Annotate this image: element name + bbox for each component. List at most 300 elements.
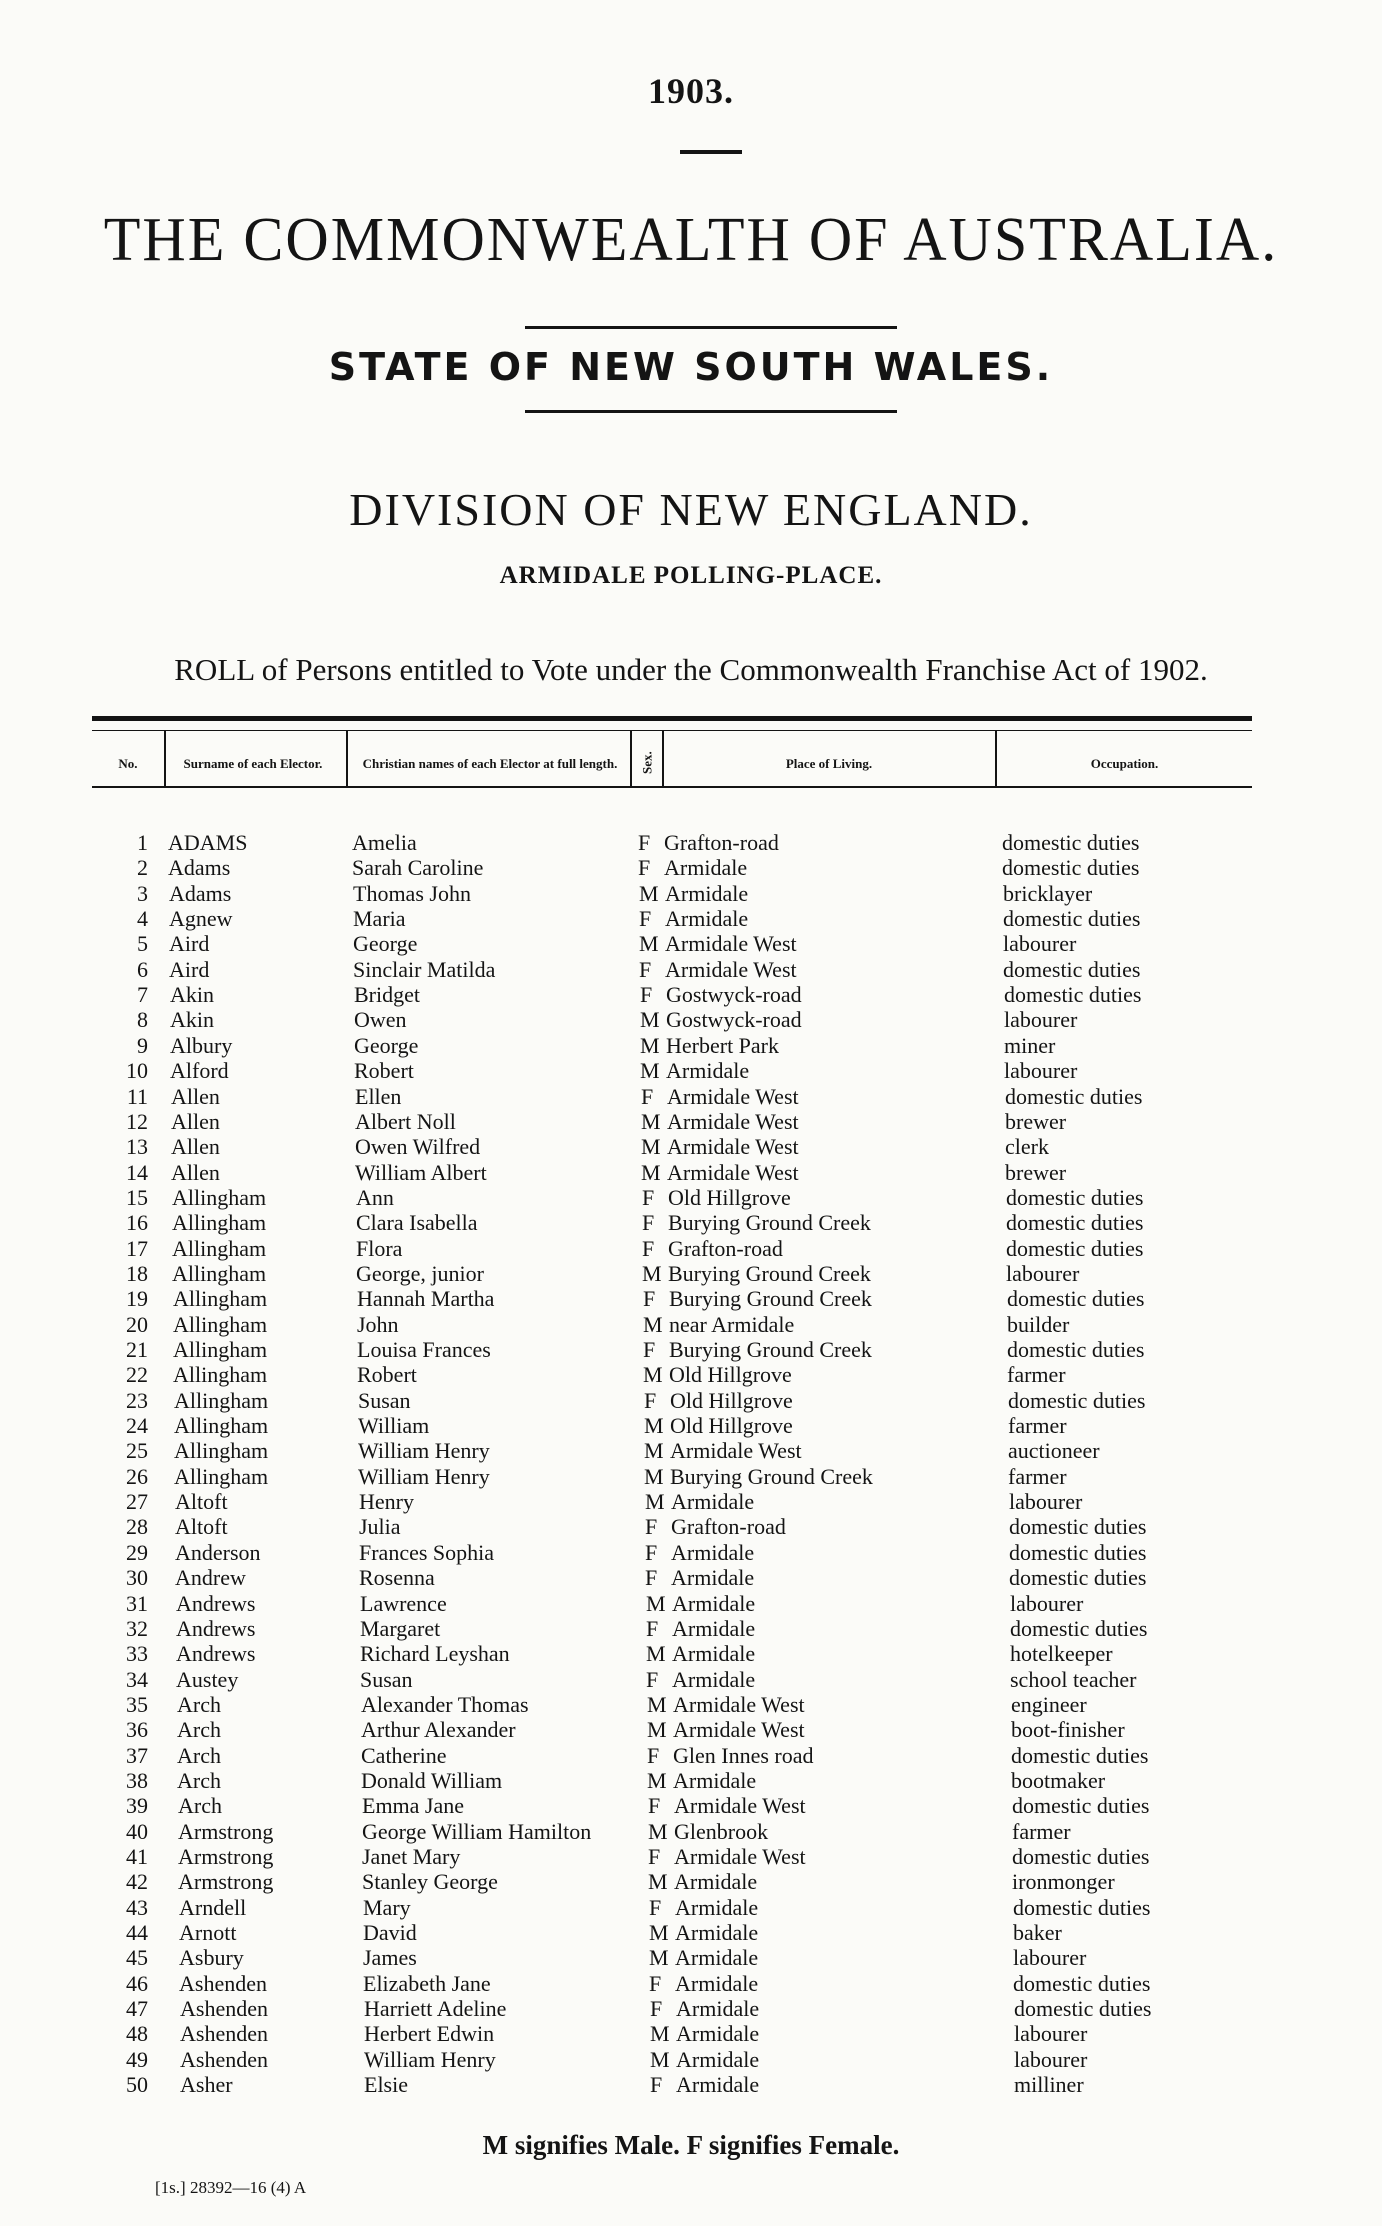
cell-no: 28 xyxy=(126,1514,148,1540)
cell-surname: Arch xyxy=(177,1691,221,1717)
cell-place: Burying Ground Creek xyxy=(670,1463,873,1489)
cell-no: 8 xyxy=(137,1007,148,1033)
cell-occupation: labourer xyxy=(1006,1260,1080,1286)
cell-sex: M xyxy=(640,1032,660,1058)
cell-christian-names: Sarah Caroline xyxy=(352,855,484,881)
table-row xyxy=(0,1033,1382,1059)
cell-surname: Allingham xyxy=(172,1210,267,1236)
cell-christian-names: Albert Noll xyxy=(355,1108,456,1134)
cell-no: 21 xyxy=(126,1337,148,1362)
cell-occupation: engineer xyxy=(1011,1691,1087,1717)
cell-surname: Austey xyxy=(176,1666,239,1692)
cell-christian-names: Robert xyxy=(354,1058,414,1084)
cell-sex: F xyxy=(644,1387,657,1413)
document-title: THE COMMONWEALTH OF AUSTRALIA. xyxy=(103,204,1279,274)
cell-sex: M xyxy=(644,1438,664,1464)
cell-occupation: farmer xyxy=(1008,1463,1067,1489)
cell-place: Glenbrook xyxy=(674,1818,769,1844)
cell-no: 36 xyxy=(126,1717,148,1743)
cell-sex: F xyxy=(642,1210,655,1236)
cell-place: Armidale West xyxy=(670,1438,802,1464)
cell-sex: M xyxy=(647,1691,667,1717)
cell-no: 5 xyxy=(137,931,148,957)
cell-sex: M xyxy=(650,2046,670,2072)
cell-sex: M xyxy=(645,1489,665,1515)
column-divider xyxy=(346,731,348,788)
cell-occupation: domestic duties xyxy=(1003,906,1141,932)
cell-christian-names: Elsie xyxy=(364,2072,408,2098)
cell-christian-names: Susan xyxy=(358,1387,411,1413)
cell-occupation: domestic duties xyxy=(1013,1970,1151,1996)
cell-no: 39 xyxy=(126,1793,148,1819)
table-row xyxy=(0,1971,1382,1997)
cell-place: Armidale xyxy=(675,1970,759,1996)
cell-christian-names: Maria xyxy=(353,906,406,932)
cell-occupation: domestic duties xyxy=(1004,982,1142,1008)
cell-place: Armidale West xyxy=(665,931,797,957)
cell-no: 29 xyxy=(126,1539,148,1565)
cell-no: 18 xyxy=(126,1260,148,1286)
cell-no: 17 xyxy=(126,1235,148,1261)
cell-no: 22 xyxy=(126,1362,148,1388)
cell-occupation: domestic duties xyxy=(1003,956,1141,982)
cell-occupation: brewer xyxy=(1005,1108,1067,1134)
cell-occupation: labourer xyxy=(1013,1945,1087,1971)
table-row xyxy=(0,1084,1382,1110)
cell-no: 10 xyxy=(126,1058,148,1084)
cell-sex: M xyxy=(644,1463,664,1489)
cell-no: 7 xyxy=(137,982,148,1008)
cell-place: Gostwyck-road xyxy=(666,1007,802,1033)
cell-place: Armidale West xyxy=(674,1844,806,1869)
cell-occupation: boot-finisher xyxy=(1011,1717,1125,1743)
cell-occupation: builder xyxy=(1007,1311,1070,1337)
table-row xyxy=(0,830,1382,856)
cell-no: 47 xyxy=(126,1996,148,2022)
cell-occupation: baker xyxy=(1013,1920,1062,1946)
cell-place: Armidale xyxy=(676,2021,760,2047)
cell-place: Armidale xyxy=(675,1920,759,1946)
cell-surname: Andrews xyxy=(176,1641,256,1667)
table-row xyxy=(0,1869,1382,1895)
cell-surname: Asher xyxy=(180,2072,233,2098)
roll-title: ROLL of Persons entitled to Vote under the Commonwealth Franchise Act of 1902. xyxy=(174,652,1208,687)
cell-surname: Andrews xyxy=(176,1590,256,1616)
cell-christian-names: William Henry xyxy=(358,1463,490,1489)
column-header-surname: Surname of each Elector. xyxy=(183,755,323,771)
cell-occupation: domestic duties xyxy=(1002,830,1140,855)
cell-surname: Allingham xyxy=(172,1184,267,1210)
document-year: 1903. xyxy=(648,71,734,111)
table-row xyxy=(0,1210,1382,1236)
cell-surname: Albury xyxy=(170,1032,233,1058)
table-row xyxy=(0,1945,1382,1971)
cell-occupation: labourer xyxy=(1014,2046,1088,2072)
cell-place: Armidale xyxy=(674,1869,758,1895)
cell-place: Glen Innes road xyxy=(673,1742,814,1768)
cell-place: Armidale xyxy=(676,1996,760,2022)
cell-surname: Allingham xyxy=(172,1235,267,1261)
cell-christian-names: Harriett Adeline xyxy=(364,1996,507,2022)
cell-christian-names: Robert xyxy=(357,1362,417,1388)
polling-place-heading: ARMIDALE POLLING-PLACE. xyxy=(499,562,883,589)
column-header-christian-names: Christian names of each Elector at full length. xyxy=(362,755,618,771)
cell-sex: F xyxy=(639,956,652,982)
cell-sex: F xyxy=(638,855,651,881)
cell-sex: F xyxy=(650,1996,663,2022)
cell-surname: Allingham xyxy=(174,1463,269,1489)
cell-christian-names: Julia xyxy=(359,1514,401,1540)
cell-surname: Allen xyxy=(171,1134,220,1160)
cell-place: near Armidale xyxy=(669,1311,795,1337)
cell-sex: F xyxy=(643,1337,656,1362)
cell-christian-names: Bridget xyxy=(354,982,420,1008)
table-row xyxy=(0,1641,1382,1667)
cell-place: Armidale West xyxy=(673,1717,805,1743)
cell-no: 26 xyxy=(126,1463,148,1489)
cell-surname: Andrews xyxy=(176,1615,256,1641)
cell-christian-names: George William Hamilton xyxy=(362,1818,592,1844)
cell-christian-names: George, junior xyxy=(356,1260,484,1286)
cell-surname: Adams xyxy=(169,880,232,906)
cell-place: Grafton-road xyxy=(664,830,779,855)
table-row xyxy=(0,1717,1382,1743)
cell-place: Old Hillgrove xyxy=(670,1413,793,1439)
table-row xyxy=(0,1895,1382,1921)
cell-occupation: domestic duties xyxy=(1013,1894,1151,1920)
cell-occupation: domestic duties xyxy=(1010,1615,1148,1641)
table-row xyxy=(0,1337,1382,1363)
cell-no: 16 xyxy=(126,1210,148,1236)
cell-place: Armidale xyxy=(672,1590,756,1616)
cell-surname: Ashenden xyxy=(179,1970,267,1996)
cell-no: 12 xyxy=(126,1108,148,1134)
cell-occupation: labourer xyxy=(1014,2021,1088,2047)
table-row xyxy=(0,1134,1382,1160)
cell-surname: Agnew xyxy=(169,906,233,932)
cell-sex: M xyxy=(649,1945,669,1971)
cell-sex: F xyxy=(649,1970,662,1996)
cell-surname: Asbury xyxy=(179,1945,244,1971)
cell-place: Grafton-road xyxy=(671,1514,786,1540)
cell-occupation: bootmaker xyxy=(1011,1767,1106,1793)
cell-no: 50 xyxy=(126,2072,148,2098)
table-row xyxy=(0,1920,1382,1946)
cell-no: 27 xyxy=(126,1489,148,1515)
cell-occupation: farmer xyxy=(1007,1362,1066,1388)
table-row xyxy=(0,855,1382,881)
cell-surname: Alford xyxy=(170,1058,229,1084)
cell-no: 42 xyxy=(126,1869,148,1895)
cell-occupation: domestic duties xyxy=(1007,1337,1145,1362)
cell-occupation: milliner xyxy=(1014,2072,1084,2098)
column-header-place: Place of Living. xyxy=(785,755,873,771)
cell-no: 38 xyxy=(126,1767,148,1793)
cell-surname: Andrew xyxy=(175,1565,246,1591)
cell-place: Armidale xyxy=(671,1489,755,1515)
table-row xyxy=(0,1007,1382,1033)
cell-occupation: labourer xyxy=(1004,1058,1078,1084)
cell-sex: M xyxy=(643,1311,663,1337)
cell-surname: Allingham xyxy=(173,1286,268,1312)
cell-surname: Allingham xyxy=(173,1362,268,1388)
cell-sex: M xyxy=(641,1134,661,1160)
cell-sex: M xyxy=(639,880,659,906)
cell-christian-names: David xyxy=(363,1920,417,1946)
table-row xyxy=(0,1261,1382,1287)
table-row xyxy=(0,1540,1382,1566)
cell-christian-names: Arthur Alexander xyxy=(361,1717,516,1743)
cell-sex: F xyxy=(646,1615,659,1641)
table-row xyxy=(0,1793,1382,1819)
cell-no: 48 xyxy=(126,2021,148,2047)
cell-sex: M xyxy=(639,931,659,957)
cell-sex: M xyxy=(642,1260,662,1286)
table-row xyxy=(0,1312,1382,1338)
cell-occupation: labourer xyxy=(1003,931,1077,957)
cell-no: 35 xyxy=(126,1691,148,1717)
cell-surname: Allingham xyxy=(174,1413,269,1439)
table-row xyxy=(0,1160,1382,1186)
cell-place: Armidale xyxy=(675,1945,759,1971)
table-row xyxy=(0,1667,1382,1693)
cell-occupation: ironmonger xyxy=(1012,1869,1115,1895)
cell-christian-names: George xyxy=(354,1032,419,1058)
table-row xyxy=(0,1058,1382,1084)
cell-surname: Armstrong xyxy=(178,1844,274,1869)
table-row xyxy=(0,1819,1382,1845)
cell-sex: M xyxy=(640,1058,660,1084)
cell-occupation: domestic duties xyxy=(1009,1565,1147,1591)
cell-surname: Arch xyxy=(177,1717,221,1743)
cell-sex: M xyxy=(644,1413,664,1439)
table-row xyxy=(0,982,1382,1008)
cell-place: Armidale xyxy=(672,1641,756,1667)
cell-surname: Arnott xyxy=(179,1920,237,1946)
cell-no: 31 xyxy=(126,1590,148,1616)
cell-place: Herbert Park xyxy=(666,1032,780,1058)
divider-rule xyxy=(525,326,897,329)
cell-sex: F xyxy=(645,1539,658,1565)
table-row xyxy=(0,1489,1382,1515)
cell-christian-names: Rosenna xyxy=(359,1565,435,1591)
cell-surname: Aird xyxy=(169,956,210,982)
cell-no: 15 xyxy=(126,1184,148,1210)
cell-no: 41 xyxy=(126,1844,148,1869)
cell-occupation: domestic duties xyxy=(1006,1235,1144,1261)
cell-sex: M xyxy=(646,1590,666,1616)
cell-sex: M xyxy=(648,1818,668,1844)
cell-surname: Aird xyxy=(169,931,210,957)
cell-place: Armidale xyxy=(672,1615,756,1641)
cell-surname: Ashenden xyxy=(180,1996,268,2022)
cell-surname: Allingham xyxy=(173,1311,268,1337)
cell-sex: F xyxy=(647,1742,660,1768)
cell-sex: M xyxy=(641,1159,661,1185)
cell-no: 1 xyxy=(137,830,148,855)
cell-place: Armidale West xyxy=(667,1159,799,1185)
cell-christian-names: Ann xyxy=(356,1184,394,1210)
cell-occupation: domestic duties xyxy=(1006,1184,1144,1210)
cell-place: Armidale West xyxy=(667,1134,799,1160)
table-row xyxy=(0,1844,1382,1870)
cell-no: 34 xyxy=(126,1666,148,1692)
cell-no: 30 xyxy=(126,1565,148,1591)
cell-surname: Allingham xyxy=(172,1260,267,1286)
cell-place: Armidale West xyxy=(667,1083,799,1109)
cell-occupation: domestic duties xyxy=(1011,1742,1149,1768)
cell-no: 23 xyxy=(126,1387,148,1413)
cell-christian-names: William xyxy=(358,1413,430,1439)
cell-sex: M xyxy=(648,1869,668,1895)
table-row xyxy=(0,1514,1382,1540)
table-row xyxy=(0,1236,1382,1262)
cell-no: 24 xyxy=(126,1413,148,1439)
cell-place: Burying Ground Creek xyxy=(669,1286,872,1312)
cell-sex: F xyxy=(640,982,653,1008)
cell-christian-names: William Henry xyxy=(364,2046,496,2072)
cell-christian-names: Mary xyxy=(363,1894,411,1920)
cell-christian-names: Catherine xyxy=(361,1742,447,1768)
cell-sex: F xyxy=(648,1844,661,1869)
cell-christian-names: Lawrence xyxy=(360,1590,447,1616)
cell-place: Armidale xyxy=(672,1666,756,1692)
table-row xyxy=(0,1438,1382,1464)
cell-christian-names: Owen Wilfred xyxy=(355,1134,481,1160)
cell-christian-names: Herbert Edwin xyxy=(364,2021,495,2047)
cell-christian-names: Owen xyxy=(354,1007,407,1033)
table-row xyxy=(0,1413,1382,1439)
table-row xyxy=(0,1591,1382,1617)
cell-occupation: domestic duties xyxy=(1005,1083,1143,1109)
cell-occupation: brewer xyxy=(1005,1159,1067,1185)
cell-christian-names: Amelia xyxy=(352,830,417,855)
column-header-no: No. xyxy=(118,755,138,771)
cell-place: Armidale xyxy=(673,1767,757,1793)
cell-no: 3 xyxy=(137,880,148,906)
sex-legend: M signifies Male. F signifies Female. xyxy=(482,2130,900,2160)
cell-place: Armidale xyxy=(664,855,748,881)
division-heading: DIVISION OF NEW ENGLAND. xyxy=(349,484,1033,535)
table-row xyxy=(0,1565,1382,1591)
cell-christian-names: George xyxy=(353,931,418,957)
cell-christian-names: Elizabeth Jane xyxy=(363,1970,491,1996)
cell-place: Old Hillgrove xyxy=(670,1387,793,1413)
cell-occupation: school teacher xyxy=(1010,1666,1137,1692)
cell-sex: F xyxy=(641,1083,654,1109)
cell-no: 14 xyxy=(126,1159,148,1185)
table-row xyxy=(0,1768,1382,1794)
cell-christian-names: William Henry xyxy=(358,1438,490,1464)
cell-surname: Anderson xyxy=(175,1539,261,1565)
divider-rule xyxy=(525,410,897,413)
cell-christian-names: Frances Sophia xyxy=(359,1539,495,1565)
table-row xyxy=(0,2047,1382,2073)
cell-surname: Arndell xyxy=(179,1894,247,1920)
cell-sex: F xyxy=(646,1666,659,1692)
cell-sex: F xyxy=(638,830,651,855)
cell-no: 2 xyxy=(137,855,148,881)
cell-christian-names: Alexander Thomas xyxy=(361,1691,529,1717)
cell-no: 32 xyxy=(126,1615,148,1641)
cell-surname: Akin xyxy=(170,1007,214,1033)
cell-sex: M xyxy=(641,1108,661,1134)
table-row xyxy=(0,1464,1382,1490)
cell-sex: M xyxy=(646,1641,666,1667)
cell-occupation: labourer xyxy=(1004,1007,1078,1033)
cell-sex: F xyxy=(643,1286,656,1312)
column-divider xyxy=(630,731,632,788)
cell-surname: Altoft xyxy=(175,1514,228,1540)
cell-no: 25 xyxy=(126,1438,148,1464)
cell-occupation: labourer xyxy=(1009,1489,1083,1515)
table-row xyxy=(0,1362,1382,1388)
table-row xyxy=(0,1996,1382,2022)
cell-christian-names: Susan xyxy=(360,1666,413,1692)
cell-christian-names: Henry xyxy=(359,1489,414,1515)
cell-surname: Ashenden xyxy=(180,2046,268,2072)
cell-occupation: domestic duties xyxy=(1014,1996,1152,2022)
cell-occupation: farmer xyxy=(1008,1413,1067,1439)
cell-occupation: clerk xyxy=(1005,1134,1049,1160)
cell-no: 20 xyxy=(126,1311,148,1337)
cell-surname: Allen xyxy=(171,1159,220,1185)
cell-place: Grafton-road xyxy=(668,1235,783,1261)
divider-rule xyxy=(680,150,742,154)
state-heading: STATE OF NEW SOUTH WALES. xyxy=(328,345,1054,389)
cell-christian-names: William Albert xyxy=(355,1159,487,1185)
table-row xyxy=(0,957,1382,983)
cell-no: 37 xyxy=(126,1742,148,1768)
table-row xyxy=(0,906,1382,932)
cell-sex: M xyxy=(647,1767,667,1793)
cell-christian-names: Louisa Frances xyxy=(357,1337,491,1362)
cell-surname: Allen xyxy=(171,1083,220,1109)
column-header-occupation: Occupation. xyxy=(1090,755,1159,771)
cell-occupation: miner xyxy=(1004,1032,1056,1058)
cell-place: Old Hillgrove xyxy=(668,1184,791,1210)
cell-sex: F xyxy=(650,2072,663,2098)
cell-christian-names: Clara Isabella xyxy=(356,1210,478,1236)
cell-place: Armidale xyxy=(676,2046,760,2072)
cell-surname: Allingham xyxy=(173,1337,268,1362)
cell-sex: F xyxy=(639,906,652,932)
cell-occupation: bricklayer xyxy=(1003,880,1093,906)
cell-place: Armidale West xyxy=(667,1108,799,1134)
cell-sex: F xyxy=(642,1235,655,1261)
cell-no: 44 xyxy=(126,1920,148,1946)
cell-place: Burying Ground Creek xyxy=(668,1210,871,1236)
table-row xyxy=(0,1616,1382,1642)
cell-place: Armidale xyxy=(675,1894,759,1920)
cell-no: 46 xyxy=(126,1970,148,1996)
table-row xyxy=(0,881,1382,907)
cell-no: 6 xyxy=(137,956,148,982)
cell-christian-names: John xyxy=(357,1311,399,1337)
cell-surname: Allingham xyxy=(174,1438,269,1464)
table-top-thin-rule xyxy=(92,730,1252,731)
cell-occupation: domestic duties xyxy=(1007,1286,1145,1312)
cell-surname: Altoft xyxy=(175,1489,228,1515)
cell-place: Armidale West xyxy=(674,1793,806,1819)
cell-occupation: domestic duties xyxy=(1012,1844,1150,1869)
cell-christian-names: Sinclair Matilda xyxy=(353,956,496,982)
cell-place: Burying Ground Creek xyxy=(669,1337,872,1362)
cell-surname: Armstrong xyxy=(178,1818,274,1844)
cell-surname: Arch xyxy=(178,1793,222,1819)
cell-place: Gostwyck-road xyxy=(666,982,802,1008)
cell-occupation: domestic duties xyxy=(1009,1539,1147,1565)
